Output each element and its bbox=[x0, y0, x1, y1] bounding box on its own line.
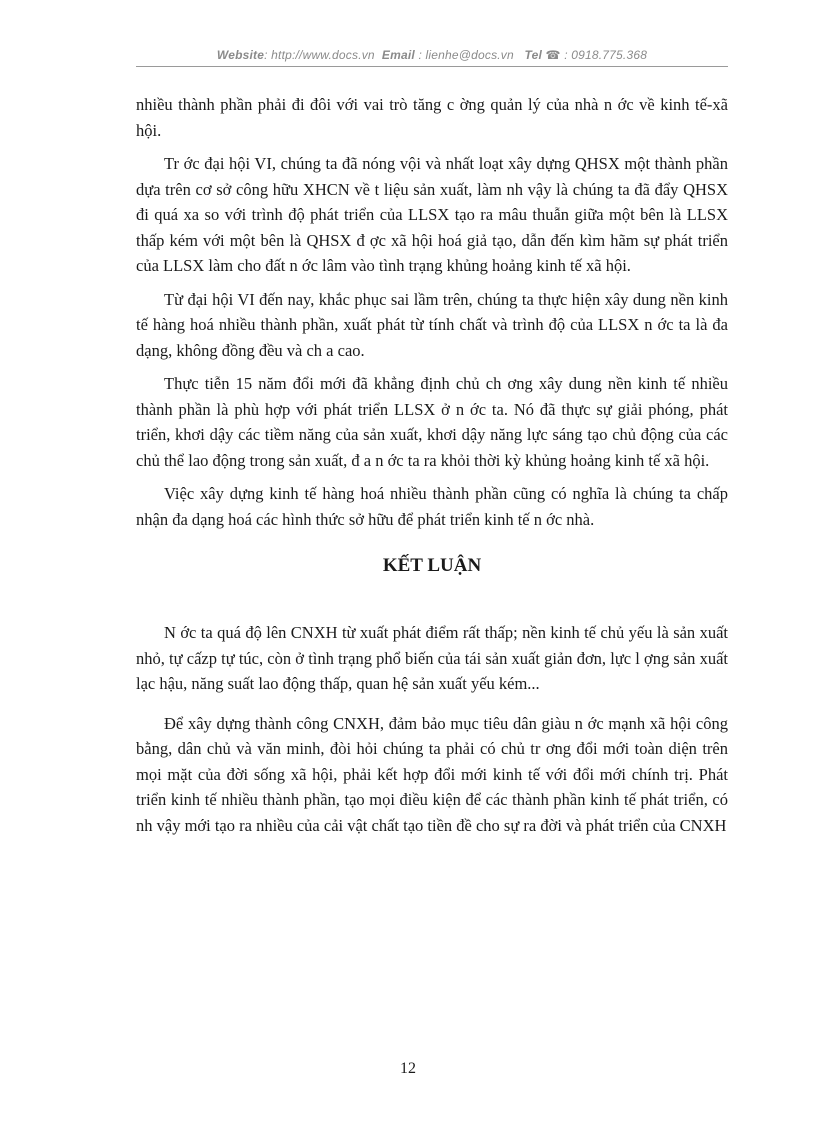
section-heading: KẾT LUẬN bbox=[382, 555, 482, 576]
paragraph-5: Việc xây dựng kinh tế hàng hoá nhiều thành phần cũng có nghĩa là chúng ta chấp nhận đa dạng hoá các hình thức sở hữu để phát triển kinh tế n ớc nhà. bbox=[136, 484, 728, 529]
paragraph-7: Để xây dựng thành công CNXH, đảm bảo mục tiêu dân giàu n ớc mạnh xã hội công bằng, dân chủ và văn minh, đòi hỏi chúng ta phải có chủ tr ơng đổi mới toàn diện trên mọi mặt của đời sống xã hội, phải kết hợp đổi mới kinh tế với đổi mới chính trị. Phát triển kinh tế nhiều thành phần, tạo mọi điều kiện để các thành phần kinh tế phát triển, có nh vậy mới tạo ra nhiều của cải vật chất tạo tiền đề cho sự ra đời và phát triển của CNXH bbox=[136, 713, 728, 835]
page-number: 12 bbox=[400, 1060, 416, 1077]
header-divider bbox=[136, 66, 728, 67]
page-header bbox=[136, 48, 728, 62]
paragraph-1: nhiều thành phần phải đi đôi với vai trò tăng c ờng quản lý của nhà n ớc về kinh tế-xã hội. bbox=[136, 95, 728, 140]
website-label: Website bbox=[216, 48, 265, 62]
paragraph-2: Tr ớc đại hội VI, chúng ta đã nóng vội và nhất loạt xây dựng QHSX một thành phần dựa trên cơ sở công hữu XHCN về t liệu sản xuất, làm nh vậy là chúng ta đã đẩy QHSX đi quá xa so với trình độ phát triển của LLSX tạo ra mâu thuẫn giữa một bên là LLSX thấp kém với một bên là QHSX đ ợc xã hội hoá giả tạo, dẫn đến kìm hãm sự phát triển của LLSX làm cho đất n ớc lâm vào tình trạng khủng hoảng kinh tế xã hội. bbox=[136, 154, 728, 275]
email-value: : lienhe@docs.vn bbox=[414, 48, 514, 62]
tel-label: Tel bbox=[524, 48, 542, 62]
email-label: Email bbox=[381, 48, 415, 62]
paragraph-4: Thực tiễn 15 năm đổi mới đã khẳng định chủ ch ơng xây dung nền kinh tế nhiều thành phần là phù hợp với phát triển LLSX ở n ớc ta. Nó đã thực sự giải phóng, phát triển, khơi dậy các tiềm năng của sản xuất, khơi dậy năng lực sáng tạo chủ động của các chủ thể lao động trong sản xuất, đ a n ớc ta ra khỏi thời kỳ khủng hoảng kinh tế xã hội. bbox=[136, 374, 728, 470]
website-value: : http://www.docs.vn bbox=[264, 48, 375, 62]
page-body bbox=[136, 92, 728, 838]
tel-value: ☎ : 0918.775.368 bbox=[545, 48, 648, 62]
paragraph-6: N ớc ta quá độ lên CNXH từ xuất phát điểm rất thấp; nền kinh tế chủ yếu là sản xuất nhỏ, tự cấzp tự túc, còn ở tình trạng phổ biến của tái sản xuất giản đơn, lực l ợng sản xuất lạc hậu, năng suất lao động thấp, quan hệ sản xuất yếu kém... bbox=[136, 623, 728, 693]
paragraph-3: Từ đại hội VI đến nay, khắc phục sai lầm trên, chúng ta thực hiện xây dung nền kinh tế hàng hoá nhiều thành phần, xuất phát từ tính chất và trình độ của LLSX n ớc ta là đa dạng, không đồng đều và ch a cao. bbox=[136, 289, 728, 360]
